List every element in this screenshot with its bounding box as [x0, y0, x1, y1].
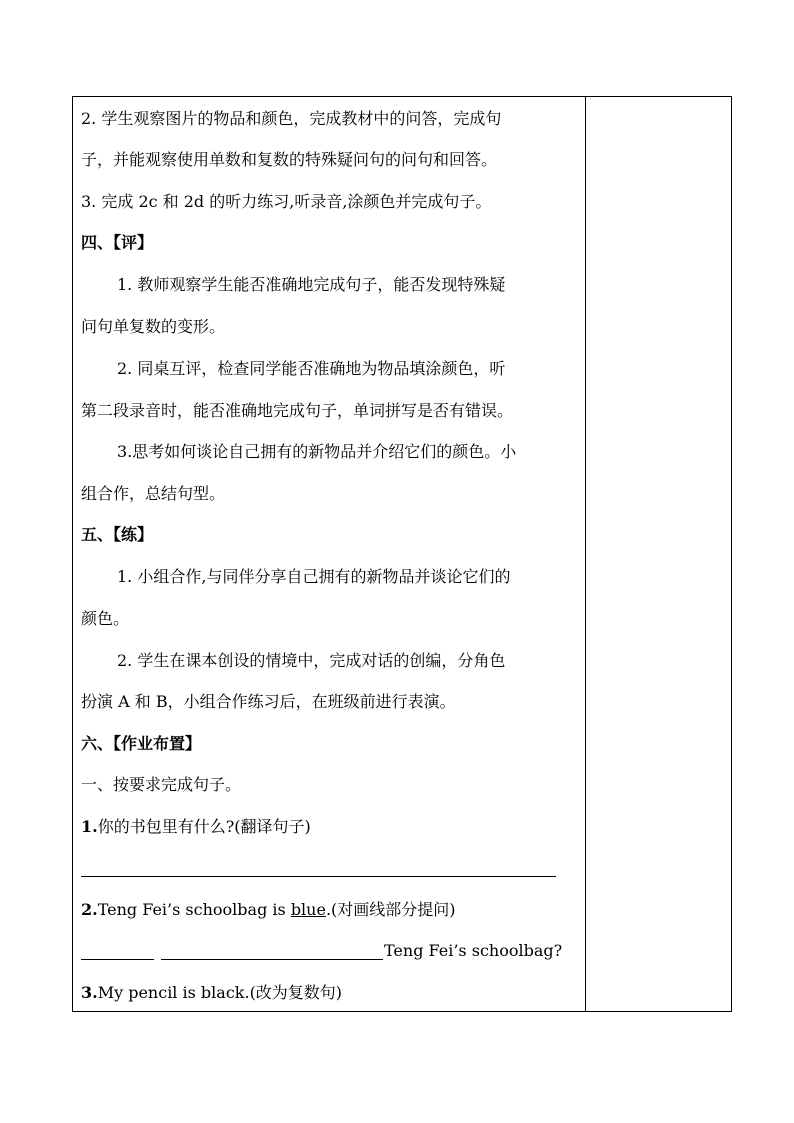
question-3-number: 3. — [81, 983, 98, 1002]
section4-title: 四、【评】 — [81, 233, 154, 252]
section4-item3-line2: 组合作，总结句型。 — [81, 484, 226, 503]
homework-part1-title: 一、按要求完成句子。 — [81, 775, 242, 794]
question-1 — [81, 817, 311, 837]
section5-item2-line2: 扮演 A 和 B，小组合作练习后，在班级前进行表演。 — [81, 692, 456, 711]
question-1-number: 1. — [81, 817, 98, 836]
question-3 — [81, 983, 342, 1003]
section4-item3-line1: 3.思考如何谈论自己拥有的新物品并介绍它们的颜色。小 — [117, 442, 517, 461]
section4-item1-line2: 问句单复数的变形。 — [81, 317, 226, 336]
question-2-text-after: .(对画线部分提问) — [325, 900, 456, 919]
question-2-answer-tail: Teng Fei’s schoolbag? — [384, 941, 563, 960]
section5-item2-line1: 2. 学生在课本创设的情境中，完成对话的创编，分角色 — [117, 651, 506, 670]
step3-item3: 3. 完成 2c 和 2d 的听力练习,听录音,涂颜色并完成句子。 — [81, 192, 492, 211]
section5-item1-line2: 颜色。 — [81, 609, 130, 628]
question-3-text: My pencil is black.(改为复数句) — [97, 983, 343, 1002]
notes-cell — [586, 97, 731, 1011]
lesson-plan-table — [72, 96, 732, 1012]
section6-title: 六、【作业布置】 — [81, 734, 202, 753]
question-2 — [81, 900, 456, 920]
question-2-blank-1 — [81, 959, 154, 960]
section5-item1-line1: 1. 小组合作,与同伴分享自己拥有的新物品并谈论它们的 — [117, 567, 511, 586]
section4-item2-line1: 2. 同桌互评，检查同学能否准确地为物品填涂颜色，听 — [117, 359, 506, 378]
main-content-cell — [73, 97, 585, 1011]
section4-item1-line1: 1. 教师观察学生能否准确地完成句子，能否发现特殊疑 — [117, 275, 506, 294]
question-2-text-before: Teng Fei’s schoolbag is — [97, 900, 291, 919]
question-2-blank-2 — [161, 959, 383, 960]
question-2-number: 2. — [81, 900, 98, 919]
section4-item2-line2: 第二段录音时，能否准确地完成句子，单词拼写是否有错误。 — [81, 401, 514, 420]
step3-item2-line1: 2. 学生观察图片的物品和颜色，完成教材中的问答，完成句 — [81, 109, 502, 128]
question-1-answer-line — [81, 876, 556, 877]
question-2-underlined-word: blue — [290, 900, 326, 919]
section5-title: 五、【练】 — [81, 525, 154, 544]
step3-item2-line2: 子，并能观察使用单数和复数的特殊疑问句的问句和回答。 — [81, 150, 498, 169]
question-1-text: 你的书包里有什么?(翻译句子) — [97, 817, 311, 836]
